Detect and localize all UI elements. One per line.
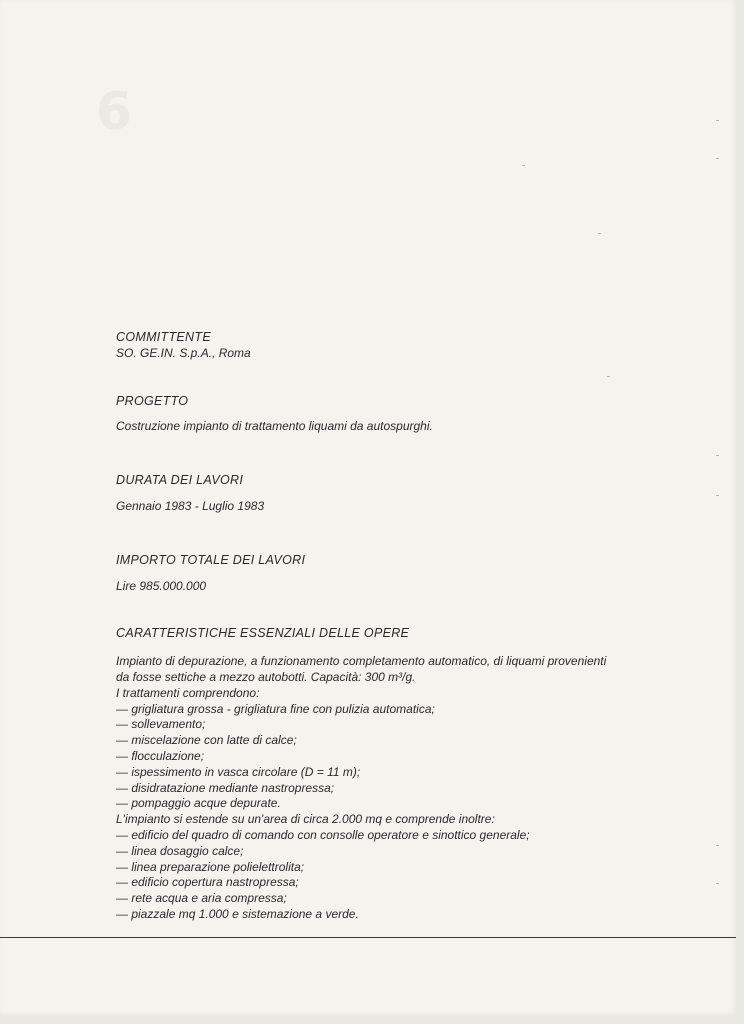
paper-speck [598,233,601,234]
paper-speck [716,883,719,884]
opere-list [116,828,676,923]
paper-speck [716,158,719,159]
list-item: — linea dosaggio calce; [116,843,244,858]
caratteristiche-intro-line-2: da fosse settiche a mezzo autobotti. Capacità: 300 m³/g. [116,669,416,684]
importo-heading: IMPORTO TOTALE DEI LAVORI [116,552,306,567]
progetto-heading: PROGETTO [116,393,189,408]
caratteristiche-heading: CARATTERISTICHE ESSENZIALI DELLE OPERE [116,626,410,641]
committente-value: SO. GE.IN. S.p.A., Roma [116,345,251,360]
durata-value: Gennaio 1983 - Luglio 1983 [116,498,265,513]
importo-value: Lire 985.000.000 [116,578,207,593]
list-item: — sollevamento; [116,717,206,732]
list-item: — piazzale mq 1.000 e sistemazione a verde. [116,906,359,921]
list-item: — linea preparazione polielettrolita; [116,859,305,874]
paper-speck [607,376,610,377]
list-item: — edificio copertura nastropressa; [116,875,299,890]
document-body [116,330,676,923]
bottom-rule [0,937,736,938]
area-label: L'impianto si estende su un'area di circa 2.000 mq e comprende inoltre: [116,812,495,827]
list-item: — flocculazione; [116,748,205,763]
caratteristiche-intro-line-1: Impianto di depurazione, a funzionamento completamento automatico, di liquami provenienti [116,654,607,669]
trattamenti-list [116,702,676,813]
caratteristiche-section [116,626,676,922]
progetto-section [116,394,676,436]
paper-speck [522,165,525,166]
importo-section [116,553,676,595]
list-item: — grigliatura grossa - grigliatura fine con pulizia automatica; [116,701,435,716]
paper-speck [716,120,719,121]
list-item: — disidratazione mediante nastropressa; [116,780,335,795]
paper-speck [716,845,719,846]
trattamenti-label: I trattamenti comprendono: [116,685,260,700]
committente-heading: COMMITTENTE [116,330,211,344]
durata-section [116,473,676,515]
list-item: — ispessimento in vasca circolare (D = 11 m); [116,764,361,779]
durata-heading: DURATA DEI LAVORI [116,473,244,488]
list-item: — miscelazione con latte di calce; [116,733,297,748]
list-item: — rete acqua e aria compressa; [116,891,287,906]
paper-speck [716,495,719,496]
committente-section [116,330,676,362]
faded-page-number-mark: 6 [96,82,133,142]
paper-speck [716,455,719,456]
list-item: — edificio del quadro di comando con consolle operatore e sinottico generale; [116,827,530,842]
list-item: — pompaggio acque depurate. [116,796,281,811]
progetto-value: Costruzione impianto di trattamento liquami da autospurghi. [116,419,433,434]
